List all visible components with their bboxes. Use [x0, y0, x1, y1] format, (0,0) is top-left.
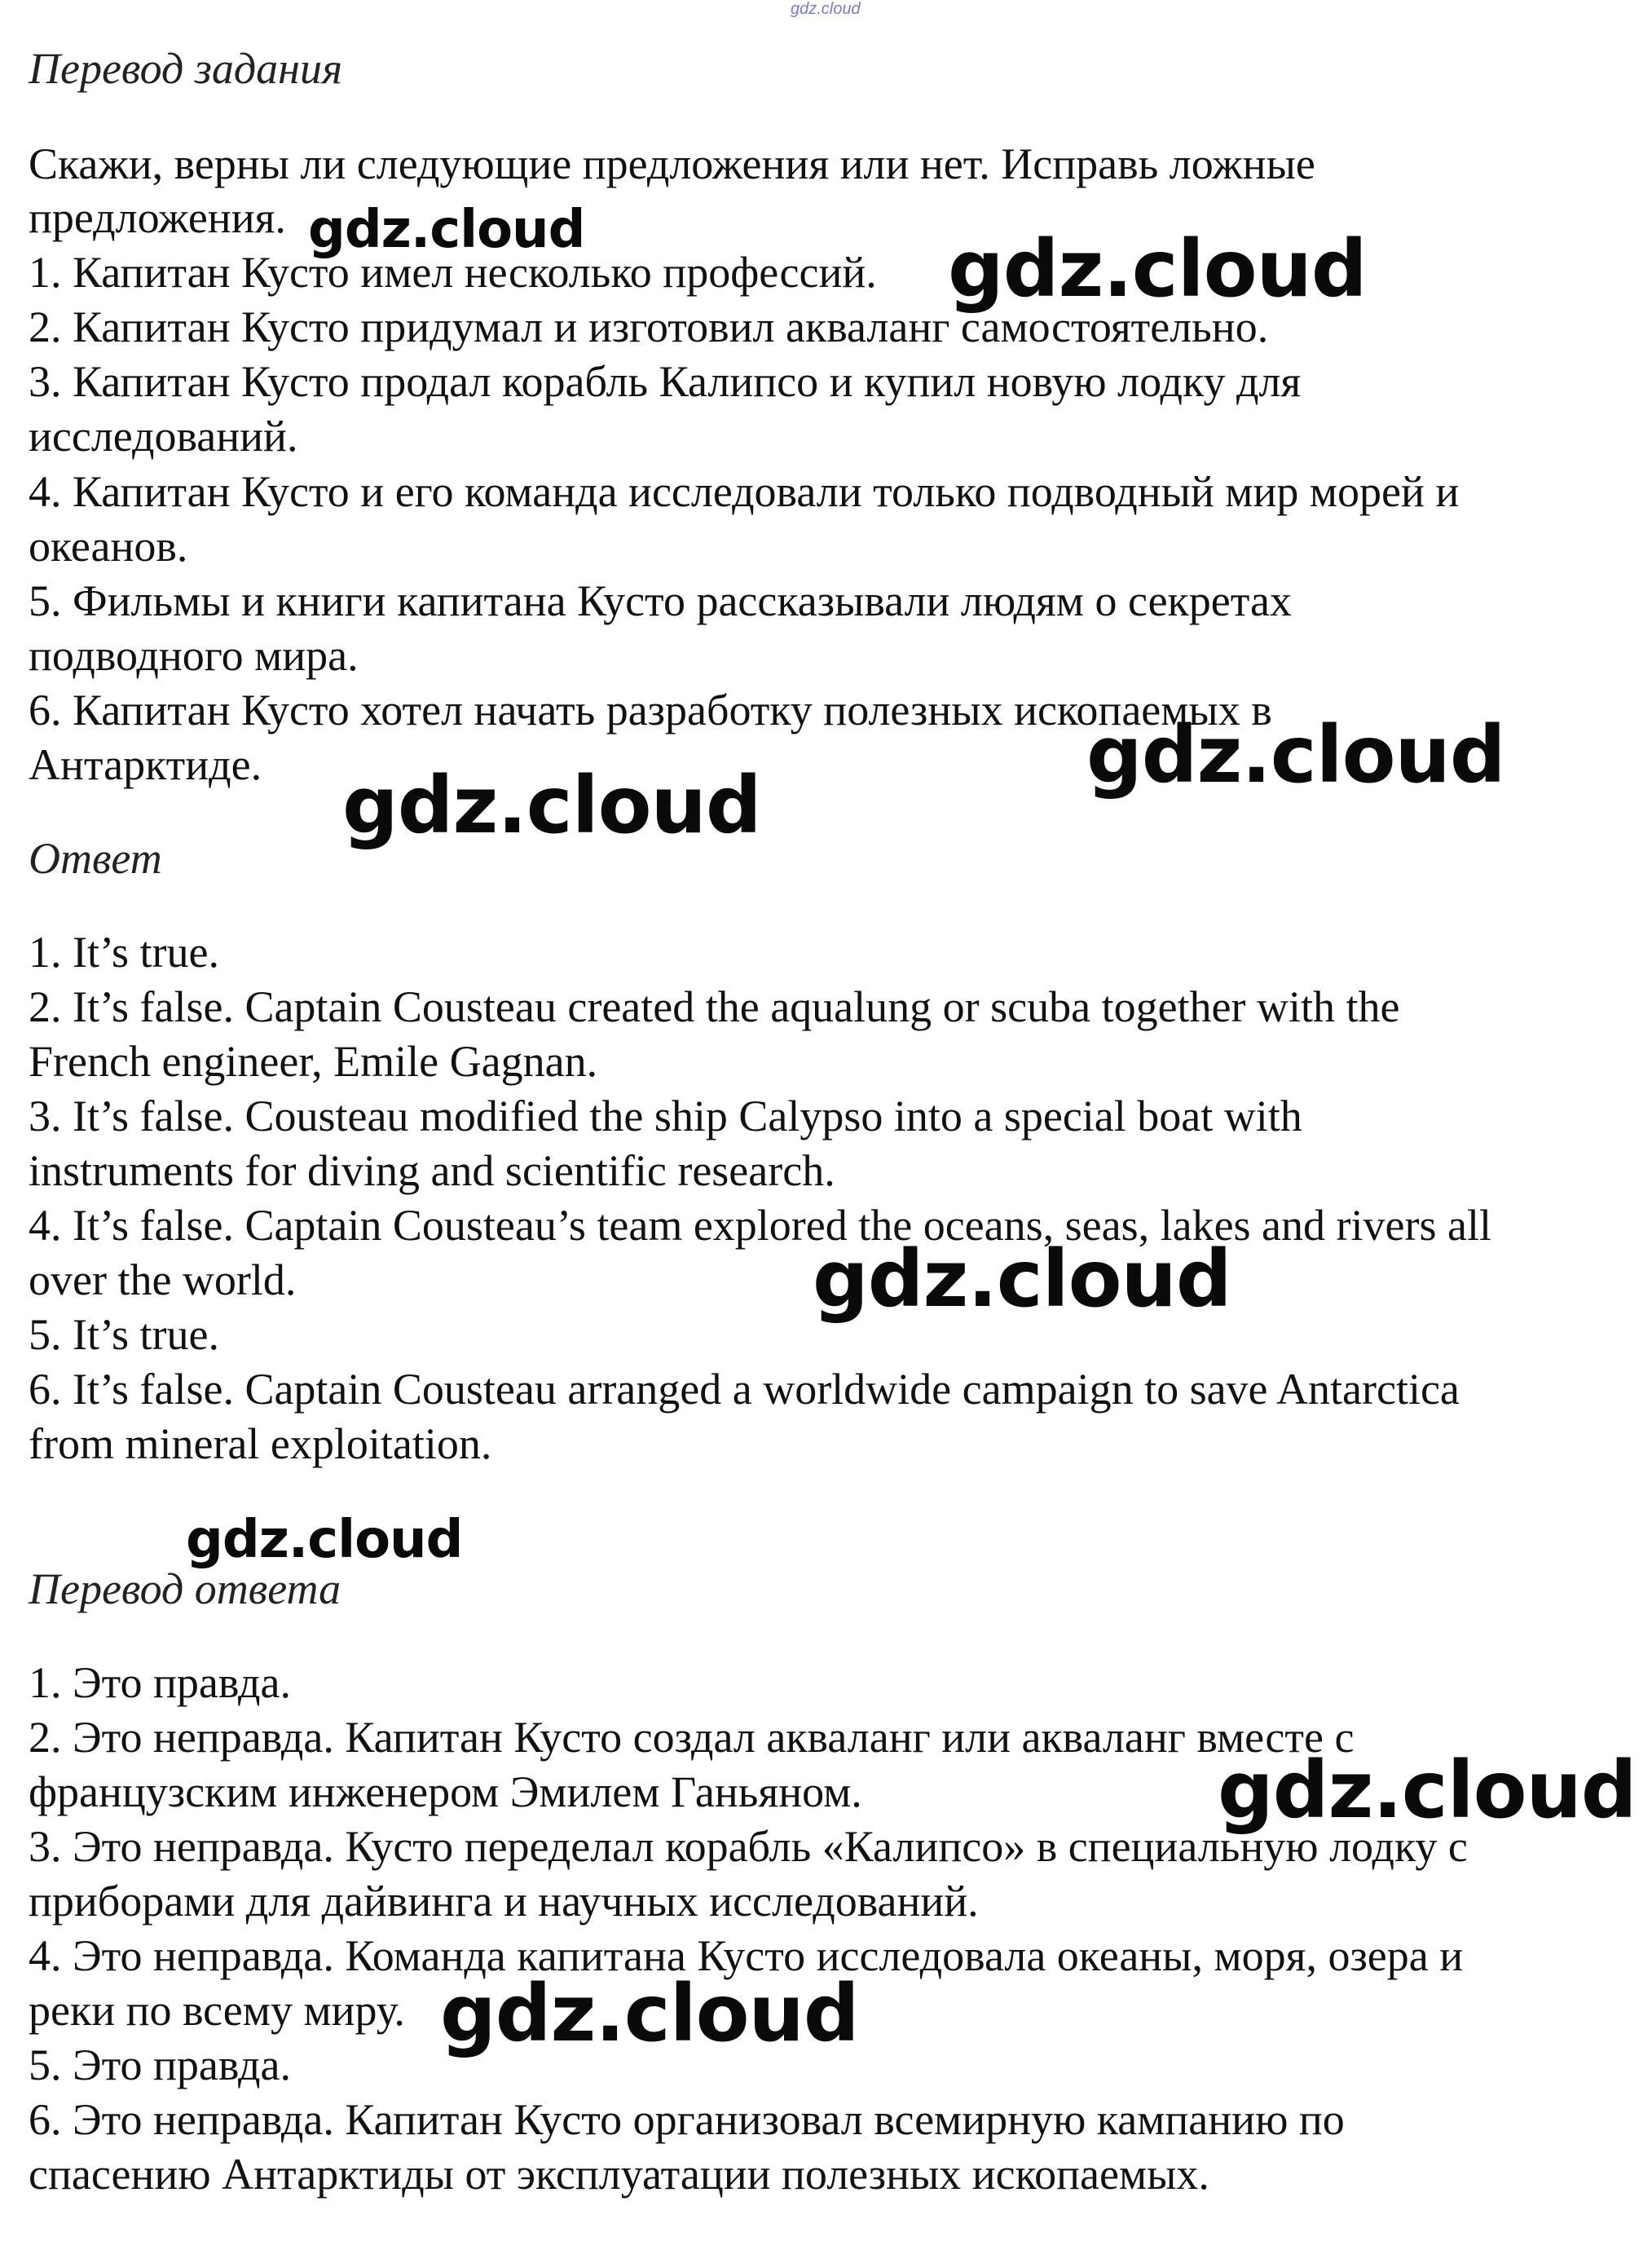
task-line: предложения.	[29, 193, 286, 242]
translation-line: 5. Это правда.	[29, 2040, 291, 2089]
translation-line: 2. Это неправда. Капитан Кусто создал акваланг или акваланг вместе с	[29, 1713, 1355, 1762]
answer-line: 1. It’s true.	[29, 928, 219, 977]
task-line: океанов.	[29, 522, 188, 571]
task-line: 4. Капитан Кусто и его команда исследовали только подводный мир морей и	[29, 467, 1460, 516]
watermark: gdz.cloud	[186, 1510, 463, 1570]
top-watermark: gdz.cloud	[791, 0, 861, 18]
answer-heading: Ответ	[29, 834, 162, 883]
task-line: подводного мира.	[29, 631, 359, 680]
answer-line: instruments for diving and scientific research.	[29, 1146, 835, 1195]
answer-line: over the world.	[29, 1255, 297, 1304]
answer-line: 6. It’s false. Captain Cousteau arranged a worldwide campaign to save Antarctica	[29, 1365, 1460, 1414]
watermark: gdz.cloud	[342, 760, 761, 851]
task-line: 3. Капитан Кусто продал корабль Калипсо и купил новую лодку для	[29, 357, 1302, 406]
watermark: gdz.cloud	[308, 200, 585, 260]
task-line: исследований.	[29, 412, 298, 461]
translation-line: 4. Это неправда. Команда капитана Кусто исследовала океаны, моря, озера и	[29, 1931, 1464, 1980]
translation-line: французским инженером Эмилем Ганьяном.	[29, 1767, 862, 1816]
watermark: gdz.cloud	[948, 223, 1367, 315]
translation-line: спасению Антарктиды от эксплуатации полезных ископаемых.	[29, 2150, 1209, 2199]
answer-line: 4. It’s false. Captain Cousteau’s team explored the oceans, seas, lakes and rivers all	[29, 1201, 1491, 1250]
answer-line: 3. It’s false. Cousteau modified the ship Calypso into a special boat with	[29, 1092, 1302, 1140]
task-line: 2. Капитан Кусто придумал и изготовил акваланг самостоятельно.	[29, 302, 1269, 351]
answer-line: from mineral exploitation.	[29, 1419, 492, 1468]
watermark: gdz.cloud	[1218, 1745, 1637, 1836]
task-heading: Перевод задания	[29, 44, 343, 93]
translation-line: 3. Это неправда. Кусто переделал корабль «Калипсо» в специальную лодку с	[29, 1822, 1468, 1871]
translation-line: 6. Это неправда. Капитан Кусто организовал всемирную кампанию по	[29, 2095, 1345, 2144]
translation-heading: Перевод ответа	[29, 1564, 341, 1613]
watermark: gdz.cloud	[440, 1968, 859, 2059]
answer-line: 2. It’s false. Captain Cousteau created the aqualung or scuba together with the	[29, 982, 1400, 1031]
task-line: 1. Капитан Кусто имел несколько профессий.	[29, 248, 877, 297]
task-line: Скажи, верны ли следующие предложения или нет. Исправь ложные	[29, 139, 1315, 188]
answer-line: 5. It’s true.	[29, 1310, 219, 1359]
watermark: gdz.cloud	[1086, 709, 1505, 801]
task-line: 6. Капитан Кусто хотел начать разработку полезных ископаемых в	[29, 686, 1272, 735]
answer-line: French engineer, Emile Gagnan.	[29, 1037, 598, 1086]
translation-line: приборами для дайвинга и научных исследований.	[29, 1877, 979, 1926]
watermark: gdz.cloud	[813, 1233, 1231, 1325]
translation-line: реки по всему миру.	[29, 1986, 405, 2035]
task-line: Антарктиде.	[29, 740, 262, 789]
task-line: 5. Фильмы и книги капитана Кусто рассказывали людям о секретах	[29, 576, 1292, 625]
translation-line: 1. Это правда.	[29, 1658, 291, 1707]
